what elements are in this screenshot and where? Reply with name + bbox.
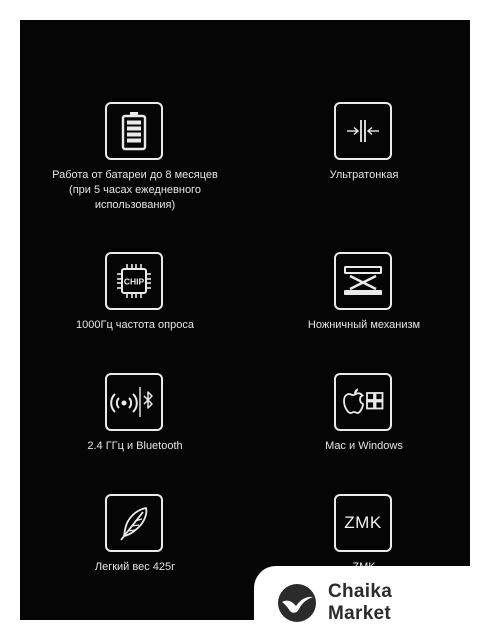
feather-icon <box>105 494 163 552</box>
feature-panel <box>20 20 470 620</box>
battery-icon <box>105 102 163 160</box>
chip-label: CHIP <box>123 276 145 287</box>
feature-battery-label: Работа от батареи до 8 месяцев (при 5 часах ежедневного использования) <box>52 169 218 211</box>
feature-polling-label: 1000Гц частота опроса <box>76 319 194 331</box>
watermark-line1: Chaika <box>328 581 393 602</box>
zmk-icon <box>334 494 392 552</box>
wireless-bluetooth-icon <box>105 373 163 431</box>
chip-icon <box>105 252 163 310</box>
watermark-line2: Market <box>328 603 392 624</box>
feature-wireless-label: 2.4 ГГц и Bluetooth <box>87 440 183 452</box>
seagull-logo-icon <box>276 582 318 624</box>
ultrathin-icon <box>334 102 392 160</box>
chaika-market-watermark <box>254 566 470 640</box>
feature-os-label: Mac и Windows <box>325 440 403 452</box>
apple-windows-icon <box>334 373 392 431</box>
feature-weight-label: Легкий вес 425г <box>94 561 176 573</box>
scissor-switch-icon <box>334 252 392 310</box>
feature-ultrathin-label: Ультратонкая <box>329 169 399 181</box>
feature-scissor-label: Ножничный механизм <box>307 319 421 331</box>
zmk-icon-text: ZMK <box>344 513 382 532</box>
